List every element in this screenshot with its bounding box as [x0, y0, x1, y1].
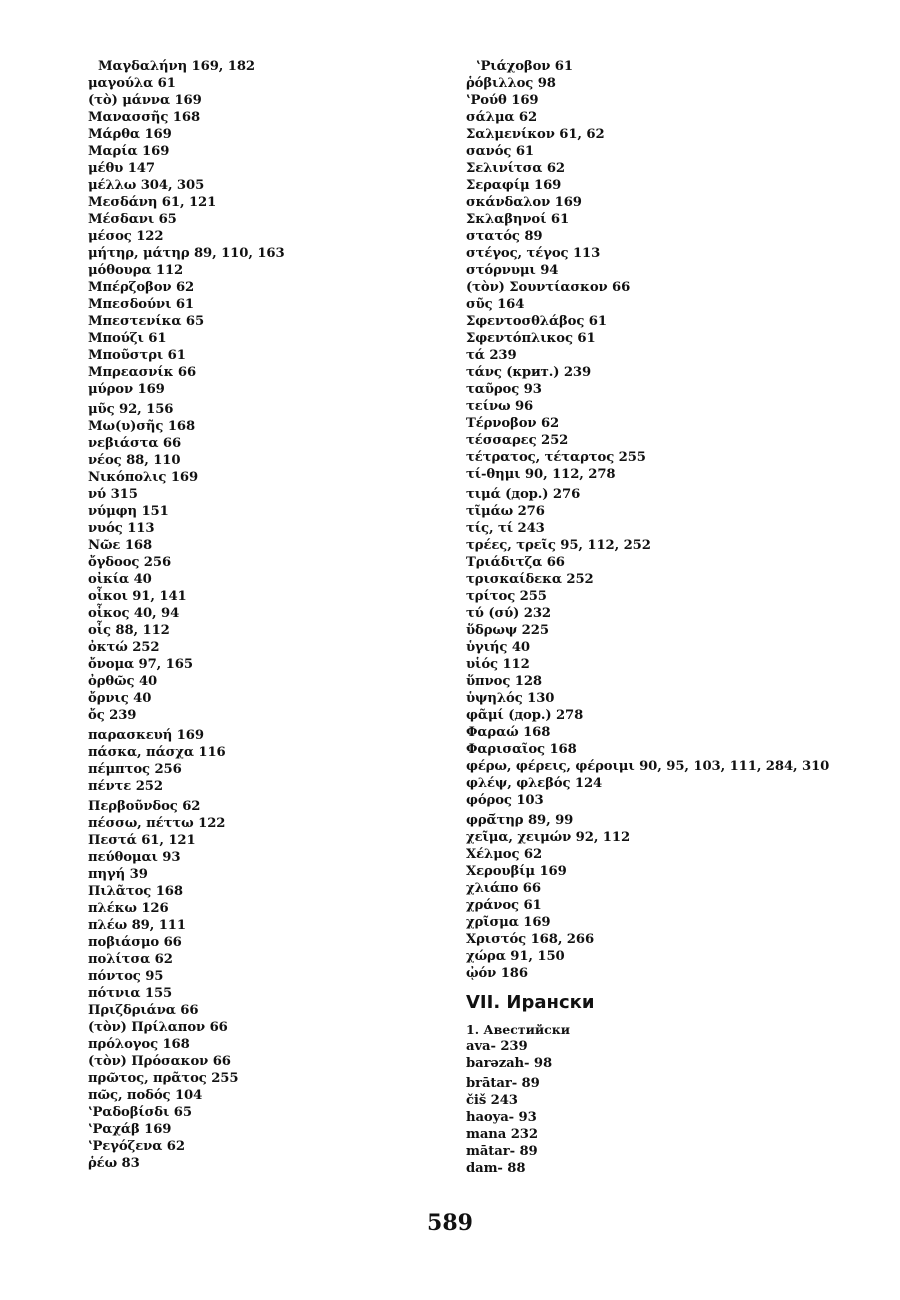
index-column-left — [88, 58, 428, 1172]
index-entry: νύ 315 — [88, 487, 138, 502]
index-entry: ταῦρος 93 — [466, 382, 542, 397]
index-entry: τρισκαίδεκα 252 — [466, 572, 594, 587]
index-entry: mātar- 89 — [466, 1144, 538, 1159]
index-entry: πλέκω 126 — [88, 901, 169, 916]
index-entry: Φαραώ 168 — [466, 725, 551, 740]
index-entry: haoya- 93 — [466, 1110, 537, 1125]
index-entry: ποβιάσμο 66 — [88, 935, 182, 950]
index-entry: πῶς, ποδός 104 — [88, 1088, 203, 1103]
index-entry: Μαγδαλήνη 169, 182 — [98, 59, 255, 74]
index-entry: φέρω, φέρεις, φέροιμι 90, 95, 103, 111, 284, 310 — [466, 759, 830, 774]
index-entry: Μπρεασνίκ 66 — [88, 365, 197, 380]
index-entry: Τέρνοβον 62 — [466, 416, 560, 431]
index-entry: τίς, τί 243 — [466, 521, 545, 536]
index-entry: brātar- 89 — [466, 1076, 540, 1091]
index-entry: νυός 113 — [88, 521, 155, 536]
index-entry: Σεραφίμ 169 — [466, 178, 562, 193]
index-entry: (τὸν) Σουντίασκον 66 — [466, 280, 631, 295]
index-entry: πόντος 95 — [88, 969, 164, 984]
index-entry: χώρα 91, 150 — [466, 949, 565, 964]
index-entry: μέθυ 147 — [88, 161, 155, 176]
index-entry: (τὸν) Πρόσακον 66 — [88, 1054, 231, 1069]
index-entry: Περβοῦνδος 62 — [88, 799, 201, 814]
index-entry: ὑψηλός 130 — [466, 691, 555, 706]
index-entry: τά 239 — [466, 348, 517, 363]
index-entry: ὑγιής 40 — [466, 640, 530, 655]
index-entry: πρῶτος, πρᾶτος 255 — [88, 1071, 239, 1086]
index-entry: σῦς 164 — [466, 297, 525, 312]
index-entry: ὄς 239 — [88, 708, 137, 723]
index-entry: τέσσαρες 252 — [466, 433, 569, 448]
index-entry: ὄνομα 97, 165 — [88, 657, 193, 672]
index-entry: Χέλμος 62 — [466, 847, 543, 862]
index-entry: Μπούζι 61 — [88, 331, 167, 346]
index-entry: ὄρνις 40 — [88, 691, 152, 706]
index-entry: μέλλω 304, 305 — [88, 178, 205, 193]
index-entry: πλέω 89, 111 — [88, 918, 186, 933]
index-entry: Χερουβίμ 169 — [466, 864, 567, 879]
index-entry: Μανασσῆς 168 — [88, 110, 201, 125]
index-entry: πάσκα, πάσχα 116 — [88, 745, 226, 760]
index-entry: πηγή 39 — [88, 867, 148, 882]
index-entry: Νικόπολις 169 — [88, 470, 199, 485]
index-entry: Χριστός 168, 266 — [466, 932, 595, 947]
index-entry: Μέσδανι 65 — [88, 212, 177, 227]
index-entry: υἱός 112 — [466, 657, 530, 672]
index-entry: τείνω 96 — [466, 399, 534, 414]
index-entry: πέσσω, πέττω 122 — [88, 816, 226, 831]
index-entry: Μεσδάνη 61, 121 — [88, 195, 217, 210]
index-entry: mana 232 — [466, 1127, 538, 1142]
index-entry: μόθουρα 112 — [88, 263, 184, 278]
index-entry: τρίτος 255 — [466, 589, 547, 604]
index-entry: χλιάπο 66 — [466, 881, 541, 896]
index-entry: χεῖμα, χειμών 92, 112 — [466, 830, 631, 845]
index-entry: χράνος 61 — [466, 898, 542, 913]
index-entry: τέτρατος, τέταρτος 255 — [466, 450, 646, 465]
index-entry: νύμφη 151 — [88, 504, 169, 519]
index-entry: οἶς 88, 112 — [88, 623, 170, 638]
index-entry: μῦς 92, 156 — [88, 402, 174, 417]
index-entry: (τὸν) Πρίλαπον 66 — [88, 1020, 228, 1035]
index-entry: πεύθομαι 93 — [88, 850, 181, 865]
index-entry: χρῖσμα 169 — [466, 915, 551, 930]
index-entry: μαγούλα 61 — [88, 76, 176, 91]
index-entry: Πιλᾶτος 168 — [88, 884, 183, 899]
index-entry: τάνς (крит.) 239 — [466, 365, 592, 380]
index-entry: Μπεσδούνι 61 — [88, 297, 195, 312]
index-entry: φλέψ, φλεβός 124 — [466, 776, 603, 791]
index-entry: πολίτσα 62 — [88, 952, 173, 967]
index-entry: ʽΡιάχοβον 61 — [476, 59, 573, 74]
section-heading-iranian: VII. Ирански — [466, 992, 595, 1013]
index-entry: dam- 88 — [466, 1161, 526, 1176]
index-entry: barəzah- 98 — [466, 1056, 553, 1071]
index-entry: ὀκτώ 252 — [88, 640, 160, 655]
index-entry: ʽΡούθ 169 — [466, 93, 539, 108]
page-number: 589 — [427, 1210, 473, 1236]
index-entry: Μπέρζοβον 62 — [88, 280, 195, 295]
index-entry: τύ (σύ) 232 — [466, 606, 551, 621]
index-entry: οἰκία 40 — [88, 572, 152, 587]
index-entry: Μπεστενίκα 65 — [88, 314, 205, 329]
index-entry: οἶκος 40, 94 — [88, 606, 180, 621]
index-entry: πέντε 252 — [88, 779, 163, 794]
index-entry: Μάρθα 169 — [88, 127, 172, 142]
index-entry: σκάνδαλον 169 — [466, 195, 582, 210]
index-entry: Φαρισαῖος 168 — [466, 742, 577, 757]
index-entry: τί-θημι 90, 112, 278 — [466, 467, 616, 482]
index-entry: ava- 239 — [466, 1039, 528, 1054]
index-entry: ὄγδοος 256 — [88, 555, 172, 570]
index-entry: στατός 89 — [466, 229, 543, 244]
index-entry: σάλμα 62 — [466, 110, 538, 125]
index-entry: Σελινίτσα 62 — [466, 161, 565, 176]
index-entry: φᾶμί (дор.) 278 — [466, 708, 584, 723]
index-entry: ʽΡαχάβ 169 — [88, 1122, 172, 1137]
index-entry: ῥέω 83 — [88, 1156, 140, 1171]
index-entry: παρασκευή 169 — [88, 728, 204, 743]
index-entry: ὕπνος 128 — [466, 674, 542, 689]
index-entry: Μω(υ)σῆς 168 — [88, 419, 196, 434]
index-entry: στέγος, τέγος 113 — [466, 246, 601, 261]
avestan-entries — [466, 1038, 866, 1177]
index-column-right — [466, 58, 866, 1177]
index-entry: στόρνυμι 94 — [466, 263, 559, 278]
index-entry: Μποῦστρι 61 — [88, 348, 186, 363]
index-entry: Πεστά 61, 121 — [88, 833, 196, 848]
index-entry: νεβιάστα 66 — [88, 436, 182, 451]
index-entry: Νῶε 168 — [88, 538, 153, 553]
index-entry: Σαλμενίκον 61, 62 — [466, 127, 605, 142]
index-entry: νέος 88, 110 — [88, 453, 181, 468]
index-entry: ʽΡεγόζενα 62 — [88, 1139, 185, 1154]
index-entry: φόρος 103 — [466, 793, 544, 808]
index-entry: ʽΡαδοβίσδι 65 — [88, 1105, 192, 1120]
index-entry: πότνια 155 — [88, 986, 173, 1001]
index-entry: ᾠόν 186 — [466, 966, 528, 981]
index-entry: τρέες, τρεῖς 95, 112, 252 — [466, 538, 651, 553]
index-entry: Σκλαβηνοί 61 — [466, 212, 570, 227]
index-entry: φρᾱ́τηρ 89, 99 — [466, 813, 574, 828]
index-entry: Τριάδιτζα 66 — [466, 555, 565, 570]
index-entry: Μαρία 169 — [88, 144, 170, 159]
index-entry: πέμπτος 256 — [88, 762, 182, 777]
index-entry: (τὸ) μάννα 169 — [88, 93, 202, 108]
index-entry: ὕδρωψ 225 — [466, 623, 549, 638]
index-entry: Πριζδριάνα 66 — [88, 1003, 199, 1018]
index-entry: ὀρθῶς 40 — [88, 674, 158, 689]
index-entry: τιμά (дор.) 276 — [466, 487, 581, 502]
index-entry: πρόλογος 168 — [88, 1037, 190, 1052]
index-entry: μήτηρ, μάτηρ 89, 110, 163 — [88, 246, 285, 261]
index-entry: Σφεντόπλικος 61 — [466, 331, 596, 346]
index-entry: ῥόβιλλος 98 — [466, 76, 556, 91]
index-entry: μέσος 122 — [88, 229, 164, 244]
index-entry: μύρον 169 — [88, 382, 165, 397]
index-entry: τῖμάω 276 — [466, 504, 545, 519]
index-entry: σανός 61 — [466, 144, 534, 159]
index-entry: οἶκοι 91, 141 — [88, 589, 187, 604]
subsection-heading-avestan: 1. Авестийски — [466, 1022, 571, 1037]
index-entry: čiš 243 — [466, 1093, 518, 1108]
index-entry: Σφεντοσθλάβος 61 — [466, 314, 607, 329]
